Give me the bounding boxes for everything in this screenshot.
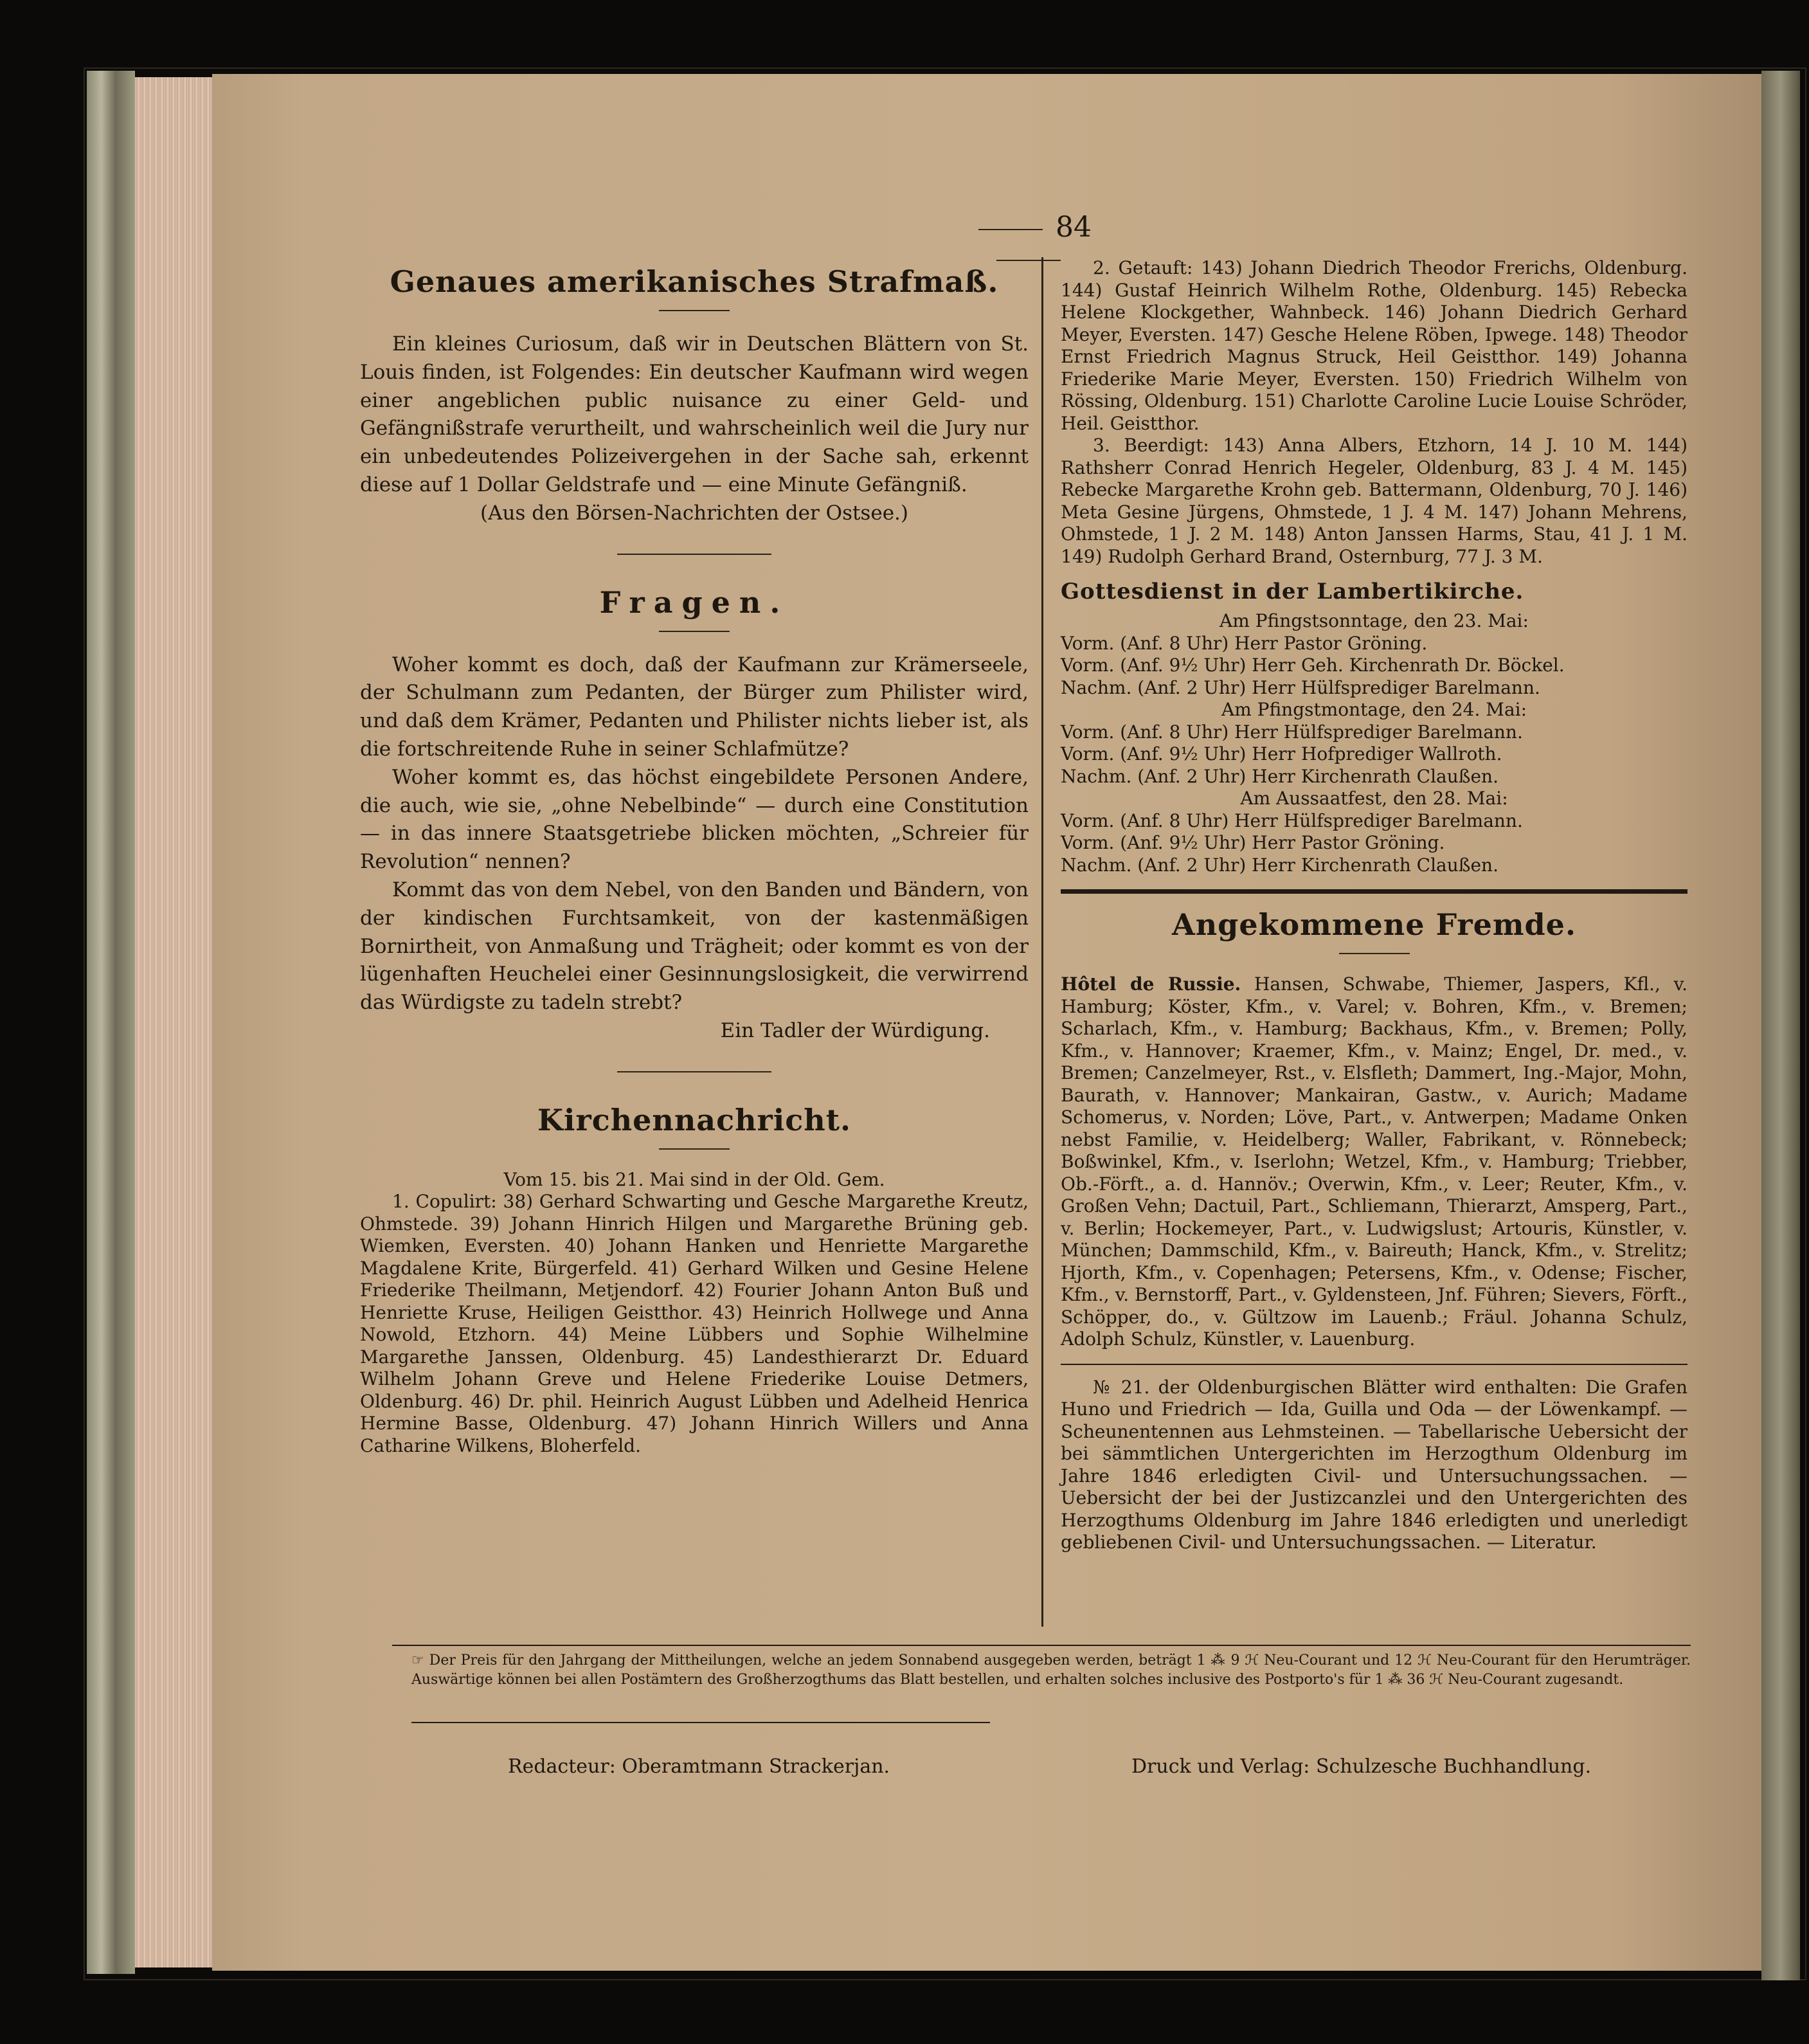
gottesdienst-title: Gottesdienst in der Lambertikirche. xyxy=(1061,579,1524,604)
fragen-paragraph-1: Woher kommt es doch, daß der Kaufmann zur Krämerseele, der Schulmann zum Pedanten, der Bürger zum Philister wird, und daß dem Krämer, Pedanten und Philister nichts lieber ist, als die fortschreitende Ruhe in seiner Schlafmütze? xyxy=(360,653,1029,761)
column-divider xyxy=(1041,257,1043,1627)
gottesdienst-aussaatfest: Am Aussaatfest, den 28. Mai: xyxy=(1240,788,1508,809)
book-spine xyxy=(87,71,135,1974)
kirchennachricht-copulirt: 1. Copulirt: 38) Gerhard Schwarting und Gesche Margarethe Kreutz, Ohmstede. 39) Johann Hinrich Hilgen und Margarethe Brüning geb. Wiemken, Eversten. 40) Johann Hanken und Henriette Margarethe Magdalene Krite, Bürgerfeld. 41) Gerhard Wilken und Gesine Helene Friederike Theilmann, Metjendorf. 42) Fourier Johann Anton Buß und Henriette Kruse, Heiligen Geistthor. 43) Heinrich Hollwege und Anna Nowold, Etzhorn. 44) Meine Lübbers und Sophie Wilhelmine Margarethe Janssen, Oldenburg. 45) Landesthierarzt Dr. Eduard Wilhelm Johann Greve und Helene Friederike Louise Detmers, Oldenburg. 46) Dr. phil. Heinrich August Lübben und Adelheid Henrica Hermine Basse, Oldenburg. 47) Johann Hinrich Willers und Anna Catharine Wilkens, Bloherfeld. xyxy=(360,1191,1029,1456)
article-source: (Aus den Börsen-Nachrichten der Ostsee.) xyxy=(480,501,908,525)
service-line: Nachm. (Anf. 2 Uhr) Herr Hülfsprediger Barelmann. xyxy=(1061,676,1540,698)
book-cover-edge xyxy=(1761,71,1800,1980)
service-line: Nachm. (Anf. 2 Uhr) Herr Kirchenrath Claußen. xyxy=(1061,765,1498,787)
kirchennachricht-intro: Vom 15. bis 21. Mai sind in der Old. Gem. xyxy=(503,1168,885,1190)
fremde-hotel: Hôtel de Russie. xyxy=(1061,973,1241,995)
article-title-fragen: Fragen. xyxy=(599,584,789,620)
kirchennachricht-beerdigt: 3. Beerdigt: 143) Anna Albers, Etzhorn, 14 J. 10 M. 144) Rathsherr Conrad Henrich Hegeler, Oldenburg, 83 J. 4 M. 145) Rebecke Margarethe Krohn geb. Battermann, Oldenburg, 70 J. 146) Meta Gesine Jürgens, Ohmstede, 1 J. 4 M. 147) Johann Mehrens, Ohmstede, 1 J. 2 M. 148) Anton Janssen Harms, Stau, 41 J. 1 M. 149) Rudolph Gerhard Brand, Osternburg, 77 J. 3 M. xyxy=(1061,435,1688,567)
section-rule xyxy=(1061,1364,1688,1365)
footer-rule xyxy=(392,1645,1691,1646)
section-thick-rule xyxy=(1061,889,1688,894)
article-title-kirchennachricht: Kirchennachricht. xyxy=(537,1102,851,1137)
subscription-footnote: ☞ Der Preis für den Jahrgang der Mittheilungen, welche an jedem Sonnabend ausgegeben werden, beträgt 1 ⁂ 9 ℋ Neu-Courant und 12 ℋ Neu-Courant für den Herumträger. Auswärtige können bei allen Postämtern des Großherzogthums das Blatt bestellen, und erhalten solches inclusive des Postporto's für 1 ⁂ 36 ℋ Neu-Courant zugesandt. xyxy=(411,1652,1691,1688)
service-line: Vorm. (Anf. 8 Uhr) Herr Pastor Gröning. xyxy=(1061,632,1428,654)
service-line: Vorm. (Anf. 9½ Uhr) Herr Pastor Gröning. xyxy=(1061,832,1445,853)
imprint-editor: Redacteur: Oberamtmann Strackerjan. xyxy=(508,1755,890,1778)
title-rule xyxy=(659,1148,730,1150)
service-line: Vorm. (Anf. 8 Uhr) Herr Hülfsprediger Barelmann. xyxy=(1061,809,1523,831)
page-number: 84 xyxy=(926,212,1131,274)
fragen-paragraph-3: Kommt das von dem Nebel, von den Banden und Bändern, von der kindischen Furchtsamkeit, von der kastenmäßigen Bornirtheit, von Anmaßung und Trägheit; oder kommt es von der lügenhaften Heuchelei einer Gesinnungslosigkeit, die verwirrend das Würdigste zu tadeln strebt? xyxy=(360,878,1029,1015)
service-line: Vorm. (Anf. 9½ Uhr) Herr Hofprediger Wallroth. xyxy=(1061,743,1502,764)
title-rule xyxy=(1339,953,1410,954)
right-column xyxy=(1061,257,1688,1554)
service-line: Vorm. (Anf. 9½ Uhr) Herr Geh. Kirchenrath Dr. Böckel. xyxy=(1061,655,1565,676)
title-rule xyxy=(659,310,730,311)
article-title-strafmass: Genaues amerikanisches Strafmaß. xyxy=(390,264,999,299)
footnote-rule xyxy=(411,1722,990,1723)
section-separator xyxy=(617,554,771,555)
fremde-list xyxy=(1061,973,1688,1351)
gottesdienst-pfingstsonntag: Am Pfingstsonntage, den 23. Mai: xyxy=(1220,610,1529,631)
fremde-body: Hansen, Schwabe, Thiemer, Jaspers, Kfl., v. Hamburg; Köster, Kfm., v. Varel; v. Bohren, Kfm., v. Bremen; Scharlach, Kfm., v. Hamburg; Backhaus, Kfm., v. Bremen; Polly, Kfm., v. Hannover; Kraemer, Kfm., v. Mainz; Engel, Dr. med., v. Bremen; Canzelmeyer, Rst., v. Elsfleth; Dammert, Ing.-Major, Mohn, Baurath, v. Hannover; Mankairan, Gastw., v. Aurich; Madame Schomerus, v. Norden; Löve, Part., v. Antwerpen; Madame Onken nebst Familie, v. Heidelberg; Waller, Fabrikant, v. Rönnebeck; Boßwinkel, Kfm., v. Iserlohn; Wetzel, Kfm., v. Hamburg; Triebber, Ob.-Förft., a. d. Hannöv.; Overwin, Kfm., v. Leer; Reuter, Kfm., v. Großen Vehn; Dactuil, Part., Schliemann, Thierarzt, Amsperg, Part., v. Berlin; Hockemeyer, Part., v. Ludwigslust; Artouris, Künstler, v. München; Dammschild, Kfm., v. Baireuth; Hanck, Kfm., v. Strelitz; Hjorth, Kfm., v. Copenhagen; Petersens, Kfm., v. Odense; Fischer, Kfm., v. Bernstorff, Part., v. Gyldensteen, Jnf. Führen; Sievers, Förft., Schöpper, do., v. Gültzow im Lauenb.; Fräul. Johanna Schulz, Adolph Schulz, Künstler, v. Lauenburg. xyxy=(1061,973,1688,1350)
gottesdienst-pfingstmontag: Am Pfingstmontage, den 24. Mai: xyxy=(1221,699,1527,720)
fragen-paragraph-2: Woher kommt es, das höchst eingebildete Personen Andere, die auch, wie sie, „ohne Nebelbinde“ — durch eine Constitution — in das innere Staatsgetriebe blicken möchten, „Schreier für Revolution“ nennen? xyxy=(360,765,1029,874)
service-line: Nachm. (Anf. 2 Uhr) Herr Kirchenrath Claußen. xyxy=(1061,854,1498,876)
fremde-title: Angekommene Fremde. xyxy=(1172,907,1576,942)
title-rule xyxy=(659,631,730,632)
service-line: Vorm. (Anf. 8 Uhr) Herr Hülfsprediger Barelmann. xyxy=(1061,721,1523,743)
blaetter-announcement: № 21. der Oldenburgischen Blätter wird enthalten: Die Grafen Huno und Friedrich — Ida, Guilla und Oda — der Löwenkampf. — Scheunentennen aus Lehmsteinen. — Tabellarische Uebersicht der bei sämmtlichen Untergerichten im Herzogthum Oldenburg im Jahre 1846 erledigten Civil- und Untersuchungssachen. — Uebersicht der bei der Justizcanzlei und den Untergerichten des Herzogthums Oldenburg im Jahre 1846 erledigten und unerledigt gebliebenen Civil- und Untersuchungssachen. — Literatur. xyxy=(1061,1376,1688,1553)
kirchennachricht-getauft: 2. Getauft: 143) Johann Diedrich Theodor Frerichs, Oldenburg. 144) Gustaf Heinrich Wilhelm Rothe, Oldenburg. 145) Rebecka Helene Klockgether, Wahnbeck. 146) Johann Diedrich Gerhard Meyer, Eversten. 147) Gesche Helene Röben, Ipwege. 148) Theodor Ernst Friedrich Magnus Struck, Heil Geistthor. 149) Johanna Friederike Marie Meyer, Eversten. 150) Friedrich Wilhelm von Rössing, Oldenburg. 151) Charlotte Caroline Lucie Louise Schröder, Heil. Geistthor. xyxy=(1061,257,1688,434)
fragen-signature: Ein Tadler der Würdigung. xyxy=(720,1018,990,1042)
left-column xyxy=(360,257,1029,1457)
article-body-strafmass: Ein kleines Curiosum, daß wir in Deutschen Blättern von St. Louis finden, ist Folgendes: Ein deutscher Kaufmann wird wegen einer angeblichen public nuisance zu einer Geld- und Gefängnißstrafe verurtheilt, und wahrscheinlich weil die Jury nur ein unbedeutendes Polizeivergehen in der Sache sah, erkennt diese auf 1 Dollar Geldstrafe und — eine Minute Gefängniß. xyxy=(360,332,1029,496)
section-separator xyxy=(617,1071,771,1072)
imprint-publisher: Druck und Verlag: Schulzesche Buchhandlung. xyxy=(1131,1755,1592,1778)
